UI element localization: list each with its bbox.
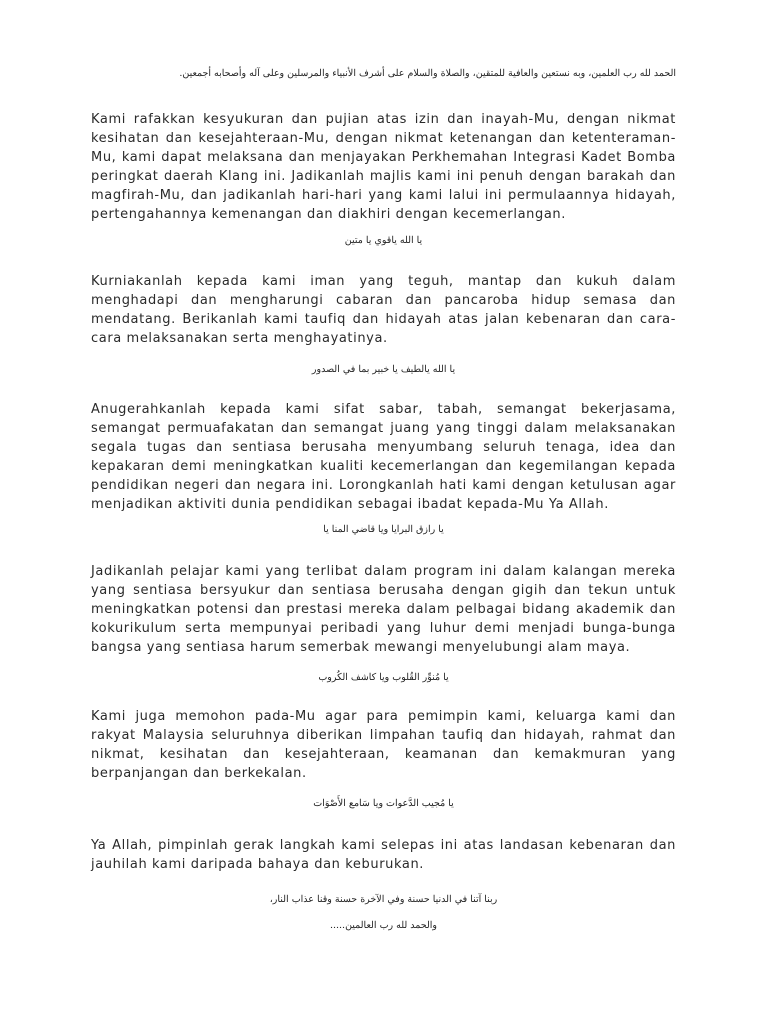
arabic-supplication-3	[91, 524, 676, 535]
arabic-text: يا مُجيب الدَّعوات ويا سَامع الأَصْوَات	[313, 798, 454, 809]
arabic-text: الحمد لله رب العلمين، وبه نستعين والعافية للمتقين، والصلاة والسلام على أشرف الأنبياء والمرسلين وعلى آله وأصحابه أجمعين.	[179, 68, 676, 79]
arabic-text: يا رازق البرايا ويا قاضي المنا يا	[323, 524, 444, 535]
arabic-supplication-5	[91, 798, 676, 809]
arabic-text: يا مُنوِّر القُلوب ويا كاشف الكُروب	[318, 672, 449, 683]
arabic-supplication-2	[91, 364, 676, 375]
paragraph-gratitude	[91, 110, 676, 224]
paragraph-text: Ya Allah, pimpinlah gerak langkah kami selepas ini atas landasan kebenaran dan jauhilah kami daripada bahaya dan keburukan.	[91, 838, 676, 872]
opening-arabic-praise	[91, 68, 676, 79]
paragraph-faith	[91, 272, 676, 348]
arabic-text: ربنا آتنا في الدنيا حسنة وفي الآخرة حسنة وقنا عذاب النار،	[269, 894, 498, 905]
paragraph-text: Jadikanlah pelajar kami yang terlibat dalam program ini dalam kalangan mereka yang sentiasa bersyukur dan sentiasa berusaha dengan gigih dan tekun untuk meningkatkan potensi dan prestasi mereka dalam pelbagai bidang akademik dan kokurikulum serta mempunyai peribadi yang luhur demi menjadi bunga-bunga bangsa yang sentiasa harum semerbak mewangi menyelubungi alam maya.	[91, 564, 676, 655]
arabic-supplication-1	[91, 235, 676, 246]
paragraph-text: Kami juga memohon pada-Mu agar para pemimpin kami, keluarga kami dan rakyat Malaysia seluruhnya diberikan limpahan taufiq dan hidayah, rahmat dan nikmat, kesihatan dan kesejahteraan, keamanan dan kemakmuran yang berpanjangan dan berkekalan.	[91, 709, 676, 781]
paragraph-text: Kurniakanlah kepada kami iman yang teguh, mantap dan kukuh dalam menghadapi dan mengharungi cabaran dan pancaroba hidup semasa dan mendatang. Berikanlah kami taufiq dan hidayah atas jalan kebenaran dan cara-cara melaksanakan serta menghayatinya.	[91, 274, 676, 346]
arabic-supplication-4	[91, 672, 676, 683]
paragraph-text: Anugerahkanlah kepada kami sifat sabar, tabah, semangat bekerjasama, semangat permuafakatan dan semangat juang yang tinggi dalam melaksanakan segala tugas dan sentiasa berusaha menyumbang seluruh tenaga, idea dan kepakaran demi meningkatkan kualiti kecemerlangan dan kegemilangan kepada pendidikan negeri dan negara ini. Lorongkanlah hati kami dengan ketulusan agar menjadikan aktiviti dunia pendidikan sebagai ibadat kepada-Mu Ya Allah.	[91, 402, 676, 512]
arabic-text: يا الله ياقوي يا متين	[344, 235, 423, 246]
arabic-closing-prayer	[91, 894, 676, 905]
arabic-closing-praise	[91, 920, 676, 931]
arabic-text: والحمد لله رب العالمين.....	[329, 920, 438, 931]
paragraph-leaders	[91, 707, 676, 783]
paragraph-text: Kami rafakkan kesyukuran dan pujian atas izin dan inayah-Mu, dengan nikmat kesihatan dan kesejahteraan-Mu, dengan nikmat ketenangan dan ketenteraman-Mu, kami dapat melaksana dan menjayakan Perkhemahan Integrasi Kadet Bomba peringkat daerah Klang ini. Jadikanlah majlis kami ini penuh dengan barakah dan magfirah-Mu, dan jadikanlah hari-hari yang kami lalui ini permulaannya hidayah, pertengahannya kemenangan dan diakhiri dengan kecemerlangan.	[91, 112, 676, 222]
paragraph-students	[91, 562, 676, 657]
arabic-text: يا الله يالطيف يا خبير بما في الصدور	[311, 364, 456, 375]
paragraph-guidance	[91, 836, 676, 874]
paragraph-patience	[91, 400, 676, 514]
